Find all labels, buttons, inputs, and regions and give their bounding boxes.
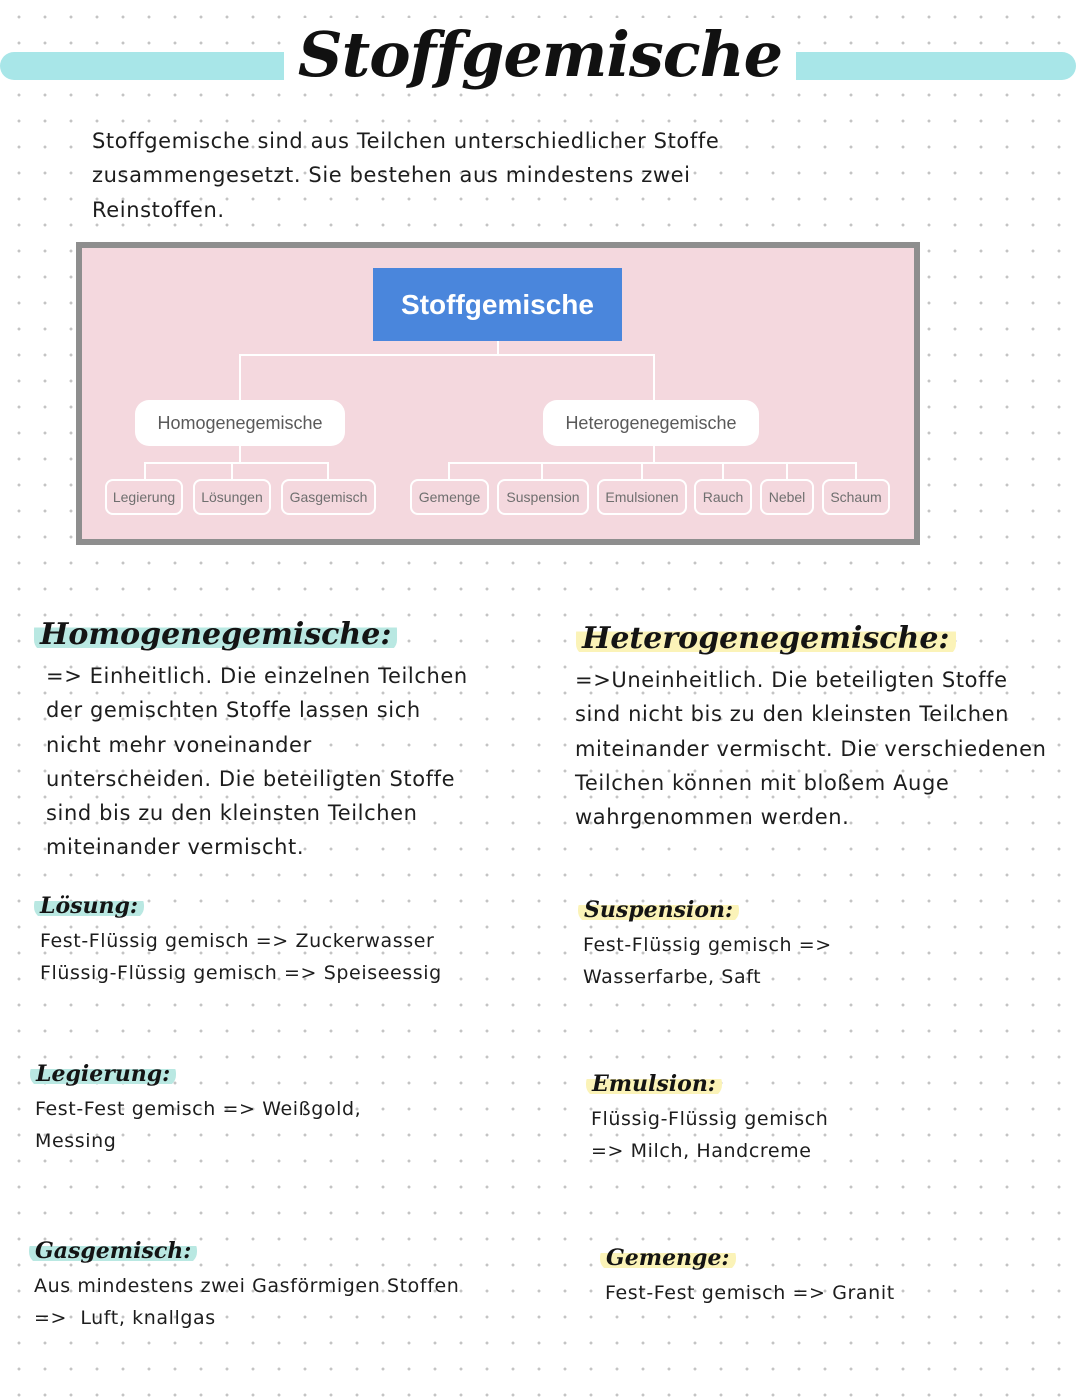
emulsion-line: => Milch, Handcreme bbox=[591, 1139, 812, 1162]
heterogen-line: wahrgenommen werden. bbox=[575, 805, 850, 830]
loesung-heading: Lösung: bbox=[34, 893, 144, 919]
connector bbox=[239, 446, 241, 462]
homogen-text bbox=[46, 659, 468, 865]
legierung-heading: Legierung: bbox=[30, 1061, 176, 1087]
diagram-leaf-gasgemisch: Gasgemisch bbox=[281, 479, 376, 515]
connector bbox=[239, 354, 655, 356]
heterogen-line: sind nicht bis zu den kleinsten Teilchen bbox=[575, 702, 1010, 727]
heterogen-section bbox=[576, 621, 956, 656]
heterogen-line: Teilchen können mit bloßem Auge bbox=[575, 770, 950, 795]
page-title-text: Stoffgemische bbox=[284, 18, 796, 91]
suspension-line: Fest-Flüssig gemisch => bbox=[583, 934, 832, 956]
page-title bbox=[0, 18, 1080, 91]
gasgemisch-line: => Luft, knallgas bbox=[34, 1306, 216, 1329]
homogen-heading: Homogenegemische: bbox=[34, 617, 397, 652]
legierung-text bbox=[35, 1094, 361, 1157]
legierung-line: Fest-Fest gemisch => Weißgold, bbox=[35, 1098, 362, 1120]
diagram-leaf-nebel: Nebel bbox=[760, 479, 814, 515]
connector bbox=[448, 462, 450, 479]
connector bbox=[641, 462, 643, 479]
connector bbox=[144, 462, 146, 479]
loesung-section bbox=[34, 893, 144, 919]
diagram-node-homogen: Homogenegemische bbox=[135, 400, 345, 446]
homogen-line: miteinander vermischt. bbox=[46, 835, 305, 860]
diagram-leaf-loesungen: Lösungen bbox=[193, 479, 271, 515]
connector bbox=[855, 462, 857, 479]
connector bbox=[722, 462, 724, 479]
diagram-root-node: Stoffgemische bbox=[373, 268, 622, 341]
connector bbox=[448, 462, 857, 464]
loesung-line: Fest-Flüssig gemisch => Zuckerwasser bbox=[40, 930, 435, 952]
gemenge-section bbox=[600, 1245, 736, 1271]
connector bbox=[327, 462, 329, 479]
heterogen-text bbox=[575, 663, 1047, 834]
gasgemisch-section bbox=[29, 1238, 197, 1264]
homogen-line: sind bis zu den kleinsten Teilchen bbox=[46, 801, 418, 826]
intro-text bbox=[92, 124, 719, 227]
connector bbox=[653, 354, 655, 400]
diagram-leaf-schaum: Schaum bbox=[822, 479, 890, 515]
suspension-line: Wasserfarbe, Saft bbox=[583, 965, 762, 988]
diagram-leaf-emulsionen: Emulsionen bbox=[597, 479, 687, 515]
legierung-line: Messing bbox=[35, 1129, 117, 1152]
intro-line: Stoffgemische sind aus Teilchen unterschiedlicher Stoffe bbox=[92, 129, 720, 153]
suspension-text bbox=[583, 930, 832, 993]
gemenge-line: Fest-Fest gemisch => Granit bbox=[605, 1282, 895, 1304]
diagram-node-heterogen: Heterogenegemische bbox=[543, 400, 759, 446]
gasgemisch-heading: Gasgemisch: bbox=[29, 1238, 197, 1264]
intro-line: Reinstoffen. bbox=[92, 197, 225, 222]
connector bbox=[239, 354, 241, 400]
loesung-text bbox=[40, 926, 442, 989]
heterogen-heading: Heterogenegemische: bbox=[576, 621, 956, 656]
legierung-section bbox=[30, 1061, 176, 1087]
connector bbox=[144, 462, 329, 464]
emulsion-text bbox=[591, 1104, 828, 1167]
gemenge-text bbox=[605, 1278, 895, 1310]
gasgemisch-text bbox=[34, 1271, 459, 1334]
intro-line: zusammengesetzt. Sie bestehen aus mindestens zwei bbox=[92, 163, 691, 188]
connector bbox=[786, 462, 788, 479]
homogen-line: der gemischten Stoffe lassen sich bbox=[46, 698, 421, 723]
suspension-heading: Suspension: bbox=[578, 897, 739, 923]
diagram-leaf-gemenge: Gemenge bbox=[410, 479, 489, 515]
emulsion-heading: Emulsion: bbox=[586, 1071, 722, 1097]
connector bbox=[653, 446, 655, 462]
loesung-line: Flüssig-Flüssig gemisch => Speiseessig bbox=[40, 961, 442, 984]
diagram-leaf-rauch: Rauch bbox=[694, 479, 752, 515]
heterogen-line: =>Uneinheitlich. Die beteiligten Stoffe bbox=[575, 668, 1008, 692]
gasgemisch-line: Aus mindestens zwei Gasförmigen Stoffen bbox=[34, 1275, 460, 1297]
homogen-line: unterscheiden. Die beteiligten Stoffe bbox=[46, 766, 456, 791]
connector bbox=[541, 462, 543, 479]
diagram-leaf-legierung: Legierung bbox=[105, 479, 183, 515]
gemenge-heading: Gemenge: bbox=[600, 1245, 736, 1271]
homogen-line: nicht mehr voneinander bbox=[46, 732, 312, 757]
emulsion-section bbox=[586, 1071, 722, 1097]
homogen-line: => Einheitlich. Die einzelnen Teilchen bbox=[46, 664, 468, 688]
emulsion-line: Flüssig-Flüssig gemisch bbox=[591, 1108, 829, 1130]
diagram-leaf-suspension: Suspension bbox=[497, 479, 589, 515]
connector bbox=[231, 462, 233, 479]
homogen-section bbox=[34, 617, 397, 652]
heterogen-line: miteinander vermischt. Die verschiedenen bbox=[575, 736, 1047, 761]
suspension-section bbox=[578, 897, 739, 923]
mindmap-diagram bbox=[76, 242, 920, 545]
